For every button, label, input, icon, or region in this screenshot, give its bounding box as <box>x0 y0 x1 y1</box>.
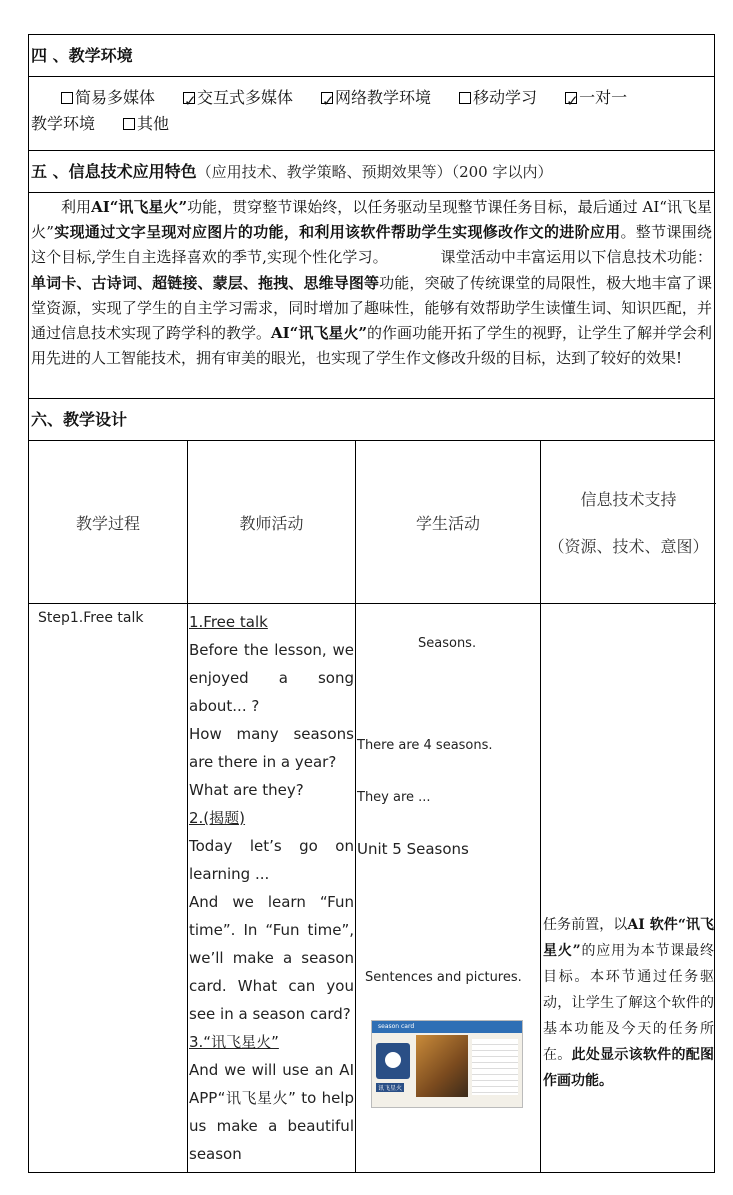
option-simple-multimedia[interactable]: 简易多媒体 <box>61 85 155 111</box>
option-mobile-learning[interactable]: 移动学习 <box>459 85 537 111</box>
option-one-to-one-continuation: 教学环境 <box>31 114 96 133</box>
teaching-design-table <box>28 440 715 1173</box>
checked-box-icon <box>183 92 195 104</box>
section-4 <box>28 34 715 76</box>
section-5 <box>28 150 715 192</box>
teacher-text: Before the lesson, we enjoyed a song about... ? <box>189 641 354 715</box>
document-page <box>28 34 715 1173</box>
cell-it-support <box>540 604 716 1172</box>
checked-box-icon <box>565 92 577 104</box>
cell-teacher-activity <box>187 604 355 1172</box>
cell-student-activity <box>355 604 540 1172</box>
option-one-to-one[interactable]: ✓ 一对一 <box>565 85 627 111</box>
header-teacher: 教师活动 <box>187 441 355 604</box>
checked-box-icon <box>321 92 333 104</box>
teacher-text: What are they? <box>189 781 304 799</box>
student-answer: Seasons. <box>418 636 477 651</box>
header-process: 教学过程 <box>29 441 187 604</box>
teacher-text: How many seasons are there in a year? <box>189 725 354 771</box>
student-answer: There are 4 seasons. <box>357 738 493 753</box>
header-student: 学生活动 <box>355 441 540 604</box>
teacher-text: And we learn “Fun time”. In “Fun time”, we’ll make a season card. What can you see in a season card? <box>189 893 354 1023</box>
teacher-heading-2: 2.(揭题) <box>189 809 246 827</box>
checkbox-icon <box>459 92 471 104</box>
step-label: Step1.Free talk <box>38 610 144 626</box>
teacher-text: And we will use an AI APP“讯飞星火” to help us make a beautiful season <box>189 1061 354 1163</box>
xunfei-app-icon <box>376 1043 410 1079</box>
teaching-environment-options <box>28 76 715 150</box>
card-title: season card <box>378 1023 415 1030</box>
cell-step <box>29 604 187 1172</box>
checkbox-icon <box>61 92 73 104</box>
section-6 <box>28 398 715 440</box>
header-it-support: 信息技术支持 （资源、技术、意图） <box>540 441 716 604</box>
teacher-heading-3: 3.“讯飞星火” <box>189 1033 279 1051</box>
section-6-title: 六、教学设计 <box>31 410 128 429</box>
card-text-lines <box>472 1039 518 1095</box>
section-5-paragraph: 利用AI“讯飞星火”功能，贯穿整节课始终，以任务驱动呈现整节课任务目标，最后通过 AI“讯飞星火”实现通过文字呈现对应图片的功能，和利用该软件帮助学生实现修改作文的进阶应用。整节课围绕这个目标,学生自主选择喜欢的季节,实现个性化学习。 课堂活动中丰富运用以下信息技术功能：单词卡、古诗词、超链接、蒙层、拖拽、思维导图等功能，突破了传统课堂的局限性，极大地丰富了课堂资源，实现了学生的自主学习需求，同时增加了趣味性，能够有效帮助学生读懂生词、知识匹配，并通过信息技术实现了跨学科的教学。AI“讯飞星火”的作画功能开拓了学生的视野，让学生了解并学会利用先进的人工智能技术，拥有审美的眼光，也实现了学生作文修改升级的目标，达到了较好的效果! <box>28 192 715 398</box>
option-other[interactable]: 其他 <box>123 111 169 137</box>
student-answer: They are ... <box>357 790 431 805</box>
teacher-text: Today let’s go on learning ... <box>189 837 354 883</box>
season-card-image <box>371 1020 523 1108</box>
section-5-title: 五 、信息技术应用特色（应用技术、教学策略、预期效果等）（200 字以内） <box>31 162 553 181</box>
option-interactive-multimedia[interactable]: ✓ 交互式多媒体 <box>183 85 293 111</box>
autumn-photo <box>416 1035 468 1097</box>
checkbox-icon <box>123 118 135 130</box>
teacher-heading-1: 1.Free talk <box>189 613 268 631</box>
section-5-subtitle: （应用技术、教学策略、预期效果等）（200 字以内） <box>196 163 553 181</box>
student-answer: Unit 5 Seasons <box>357 840 469 858</box>
student-answer: Sentences and pictures. <box>365 970 522 985</box>
option-network-environment[interactable]: ✓ 网络教学环境 <box>321 85 431 111</box>
section-4-title: 四 、教学环境 <box>31 46 133 65</box>
it-support-text: 任务前置，以AI 软件“讯飞星火”的应用为本节课最终目标。本环节通过任务驱动，让学生了解这个软件的基本功能及今天的任务所在。此处显示该软件的配图作画功能。 <box>543 917 715 1089</box>
app-caption: 讯飞星火 <box>378 1085 403 1092</box>
